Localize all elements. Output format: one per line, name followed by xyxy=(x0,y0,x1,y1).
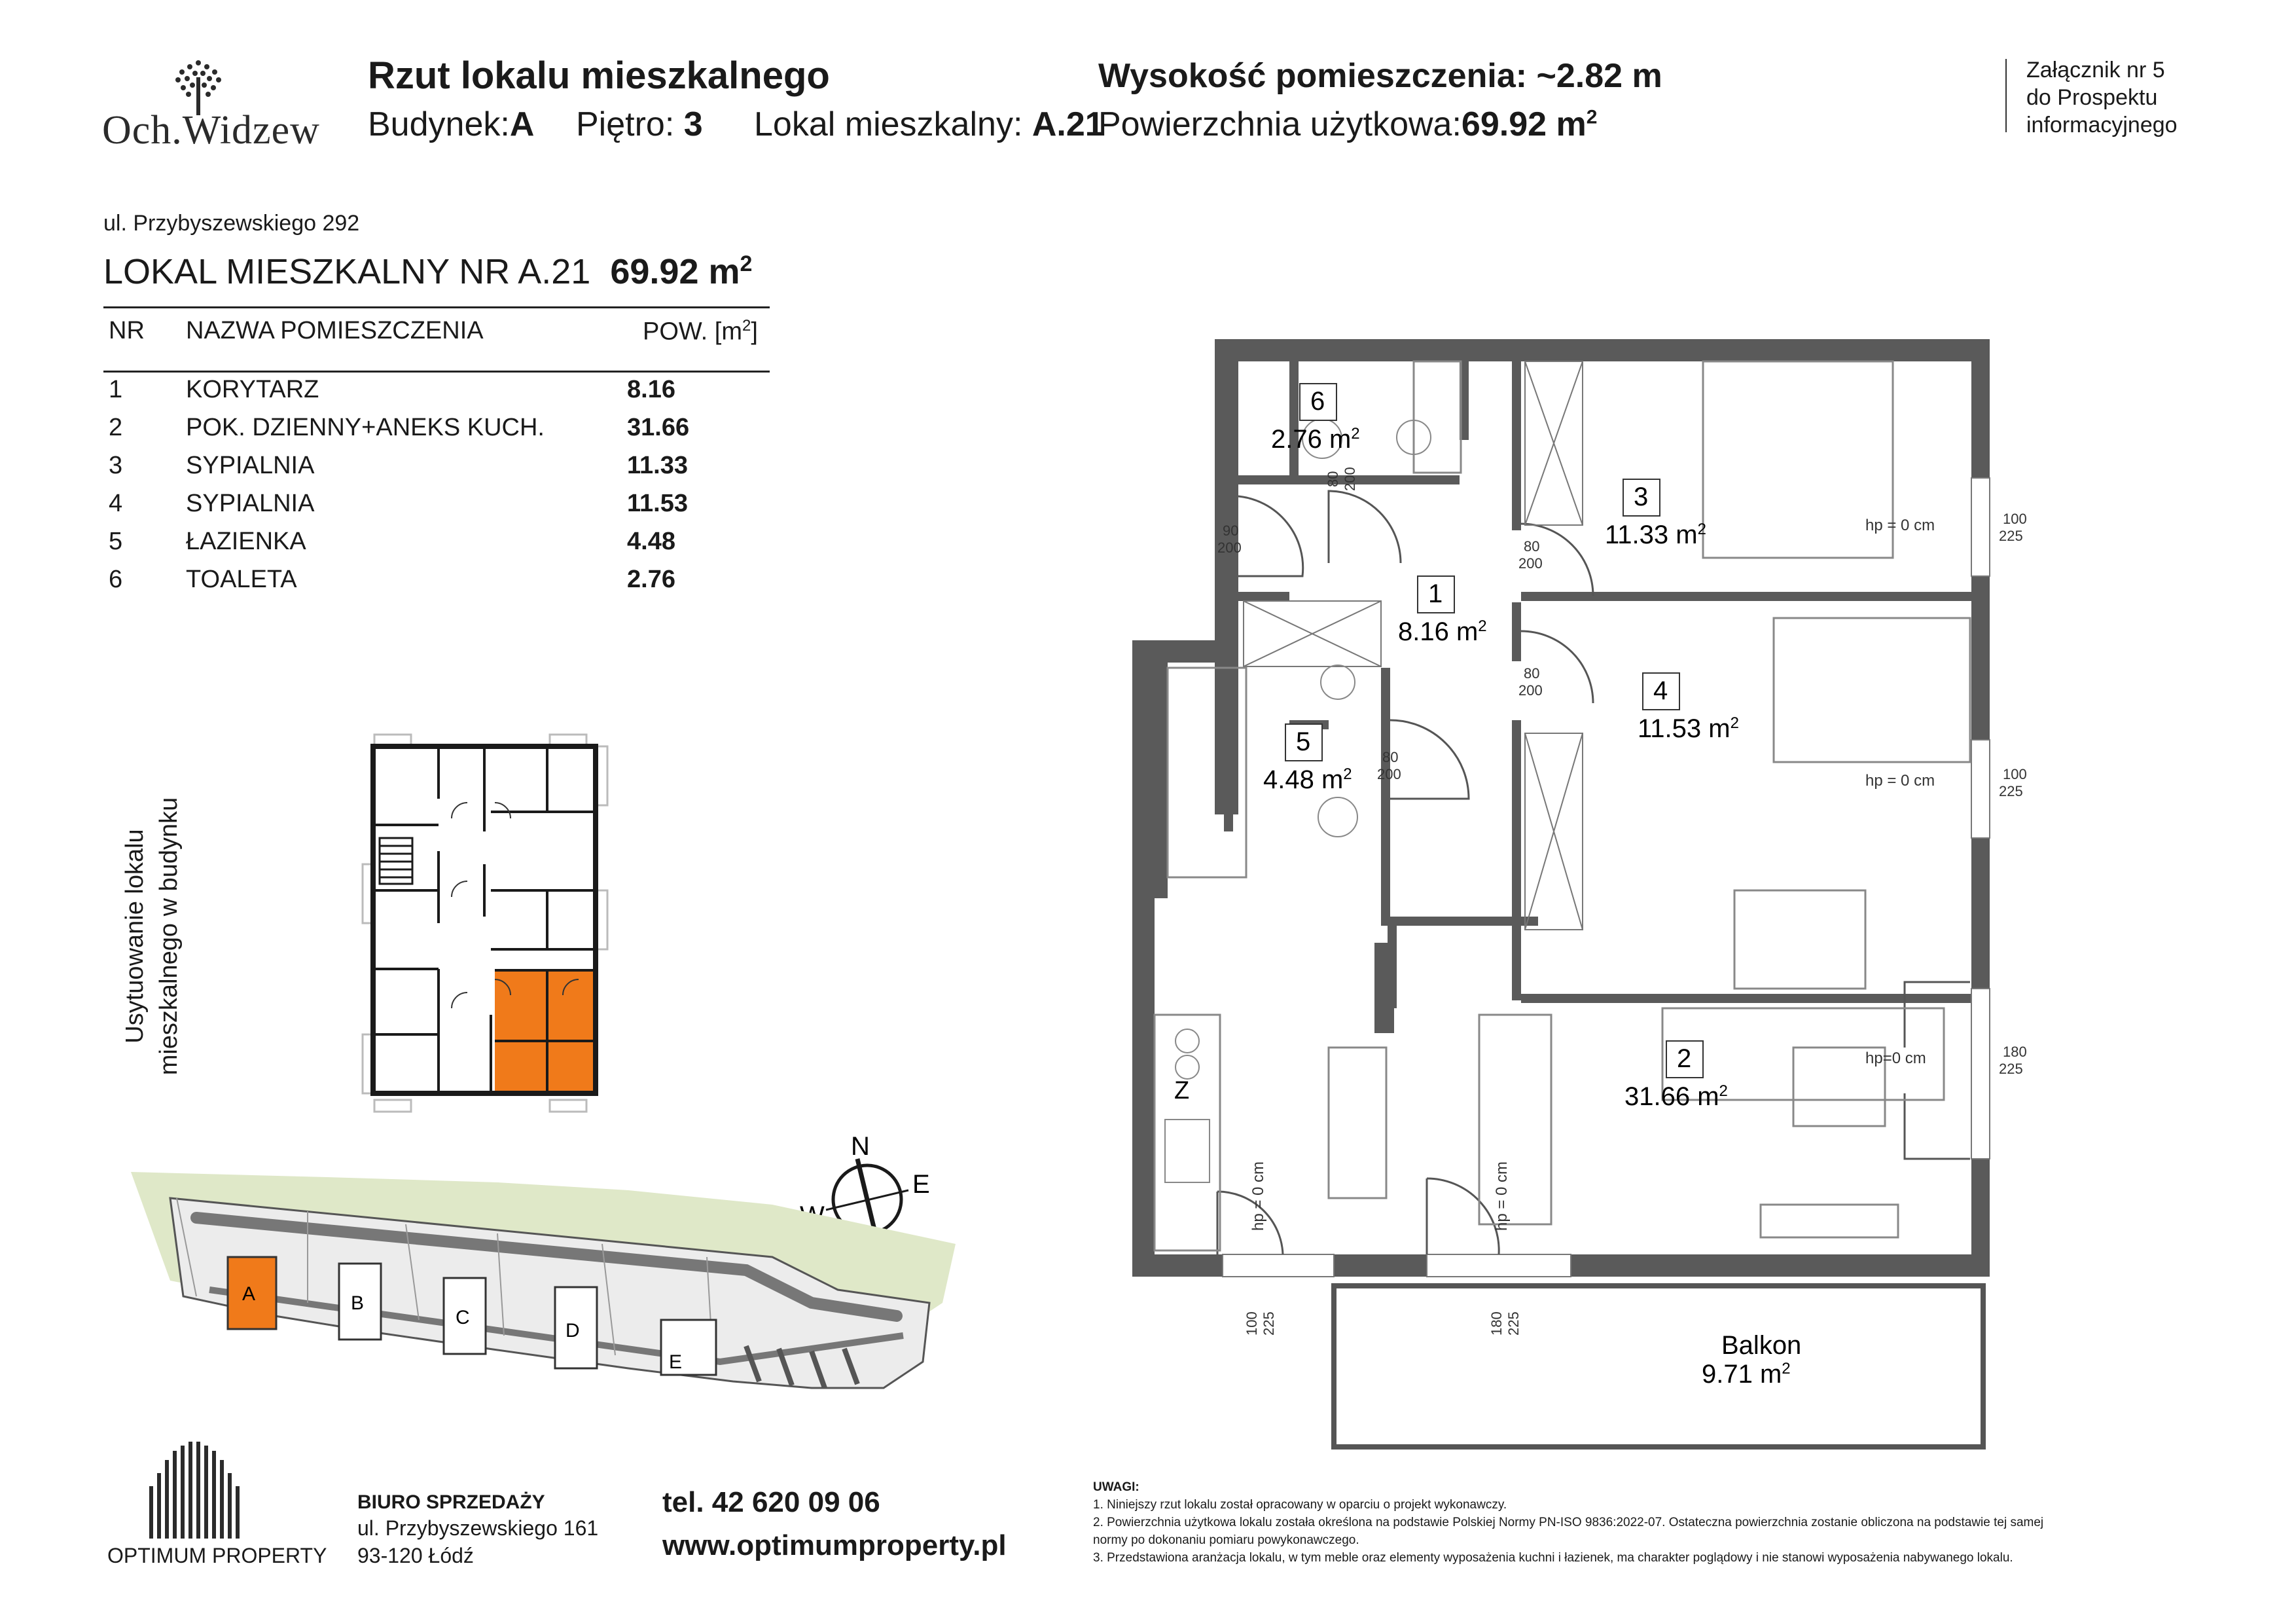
room-label-3 xyxy=(1605,479,1706,549)
svg-text:11.53 m2: 11.53 $m^2$ xyxy=(1638,714,1739,743)
hp-label: hp = 0 cm xyxy=(1493,1161,1511,1231)
stairwell xyxy=(380,838,412,884)
office-title: BIURO SPRZEDAŻY xyxy=(357,1491,545,1513)
compass-e: E xyxy=(912,1170,930,1199)
building-label: Budynek: xyxy=(368,105,510,143)
note-line: 2. Powierzchnia użytkowa lokalu została określona na podstawie Polskiej Normy PN-ISO 9836:2022-07. Ostateczna powierzchnia zostanie obliczona na podstawie tej samej xyxy=(1093,1516,2044,1529)
site-building-c xyxy=(444,1278,486,1354)
hp-label: hp=0 cm xyxy=(1865,1049,1926,1067)
balcony-label xyxy=(1702,1331,1801,1389)
svg-text:225: 225 xyxy=(1999,528,2023,544)
shower-tray xyxy=(1414,361,1461,473)
svg-text:1: 1 xyxy=(1428,579,1443,608)
room-label-6 xyxy=(1271,384,1360,454)
hp-label: hp = 0 cm xyxy=(1865,517,1935,534)
svg-text:200: 200 xyxy=(1518,555,1543,572)
annex-line: informacyjnego xyxy=(2026,113,2178,137)
svg-text:C: C xyxy=(456,1307,470,1328)
apartment-floor-plan xyxy=(1106,327,2027,1473)
svg-text:4.48 m2: 4.48 $m^2$ xyxy=(1263,765,1352,794)
svg-text:80: 80 xyxy=(1524,538,1540,555)
annex-note xyxy=(2026,56,2178,139)
col-name-header: NAZWA POMIESZCZENIA xyxy=(186,317,484,344)
location-caption xyxy=(118,786,196,1087)
svg-text:200: 200 xyxy=(1342,467,1358,491)
dining-table xyxy=(1479,1015,1551,1224)
svg-text:225: 225 xyxy=(1999,1061,2023,1077)
window-bedroom-3 xyxy=(1971,478,1990,576)
site-plan xyxy=(131,1172,982,1427)
website-link[interactable]: www.optimumproperty.pl xyxy=(662,1529,1007,1561)
window-living xyxy=(1971,989,1990,1159)
window-bedroom-4 xyxy=(1971,740,1990,838)
heading-rule xyxy=(103,306,770,308)
tv-cabinet xyxy=(1761,1205,1898,1237)
company-logo xyxy=(98,1440,327,1571)
room-label-1 xyxy=(1398,576,1487,646)
usable-area-unit: m xyxy=(1556,105,1587,143)
phone-link[interactable]: tel. 42 620 09 06 xyxy=(662,1486,880,1518)
unit-label: Lokal mieszkalny: xyxy=(754,105,1023,143)
svg-text:B: B xyxy=(351,1292,365,1314)
svg-text:D: D xyxy=(565,1320,580,1341)
sink-5 xyxy=(1321,665,1355,699)
floor-value: 3 xyxy=(683,105,703,143)
room-label-2 xyxy=(1624,1041,1728,1111)
svg-text:180: 180 xyxy=(2003,1044,2027,1060)
svg-text:200: 200 xyxy=(1518,682,1543,699)
site-building-e xyxy=(661,1320,716,1375)
kitchen-island xyxy=(1329,1048,1386,1198)
hp-label: hp = 0 cm xyxy=(1865,772,1935,790)
col-area-header: POW. $[m^2]$ xyxy=(643,317,758,346)
svg-text:8.16 m2: 8.16 $m^2$ xyxy=(1398,617,1487,646)
svg-text:80: 80 xyxy=(1325,471,1341,487)
notes-title: UWAGI: xyxy=(1093,1480,1139,1494)
room-height: Wysokość pomieszczenia: ~2.82 m xyxy=(1098,57,1662,95)
balcony-outline xyxy=(1334,1286,1983,1447)
note-line: 1. Niniejszy rzut lokalu został opracowany w oparciu o projekt wykonawczy. xyxy=(1093,1498,1507,1512)
svg-text:2: 2 xyxy=(1677,1044,1692,1073)
svg-text:3: 3 xyxy=(1634,483,1649,511)
svg-text:225: 225 xyxy=(1261,1311,1277,1336)
notes xyxy=(1093,1478,2219,1567)
room-label-4 xyxy=(1638,673,1739,743)
unit-info xyxy=(754,105,1104,144)
floor-info xyxy=(576,105,703,144)
note-line: 3. Przedstawiona aranżacja lokalu, w tym meble oraz elementy wyposażenia kuchni i łazienek, ma charakter poglądowy i nie stanowi wyposażenia nabywanego lokalu. xyxy=(1093,1551,2013,1565)
annex-divider xyxy=(2005,59,2007,132)
svg-text:225: 225 xyxy=(1505,1311,1522,1336)
site-building-d xyxy=(555,1287,597,1368)
unit-heading-text: LOKAL MIESZKALNY NR A.21 xyxy=(103,252,591,291)
svg-text:9.71 m2: 9.71 $m^2$ xyxy=(1702,1360,1791,1389)
site-building-a xyxy=(228,1257,276,1329)
office-city: 93-120 Łódź xyxy=(357,1544,474,1567)
window-bottom-mid xyxy=(1427,1254,1571,1277)
unit-heading: LOKAL MIESZKALNY NR A.21 69.92 $m^2$ xyxy=(103,251,753,291)
building-floor-diagram xyxy=(353,733,641,1113)
company-name: OPTIMUM PROPERTY xyxy=(107,1544,327,1567)
fridge-symbol: Z xyxy=(1174,1077,1190,1104)
svg-text:Balkon: Balkon xyxy=(1721,1331,1802,1360)
compass-n: N xyxy=(851,1132,870,1161)
svg-text:225: 225 xyxy=(1999,783,2023,799)
unit-value: A.21 xyxy=(1031,105,1104,143)
location-caption-line: mieszkalnego w budynku xyxy=(155,797,183,1076)
desk-room-4 xyxy=(1734,890,1865,989)
svg-text:100: 100 xyxy=(1244,1311,1260,1336)
logo xyxy=(98,58,334,156)
page-title: Rzut lokalu mieszkalnego xyxy=(368,54,830,97)
annex-line: do Prospektu xyxy=(2026,85,2158,110)
address: ul. Przybyszewskiego 292 xyxy=(103,211,360,236)
toilet-5 xyxy=(1318,797,1357,837)
kitchen-sink xyxy=(1165,1120,1210,1182)
svg-text:4: 4 xyxy=(1653,676,1668,705)
usable-area-label: Powierzchnia użytkowa: xyxy=(1098,105,1462,143)
unit-heading-area: 69.92 m xyxy=(610,252,740,291)
bed-room-3 xyxy=(1703,361,1893,558)
svg-text:11.33 m2: 11.33 $m^2$ xyxy=(1605,520,1706,549)
svg-text:2.76 m2: 2.76 $m^2$ xyxy=(1271,425,1360,454)
bed-room-4 xyxy=(1774,618,1970,762)
col-nr-header: NR xyxy=(109,317,145,344)
svg-text:5: 5 xyxy=(1296,727,1311,756)
svg-text:100: 100 xyxy=(2003,766,2027,782)
usable-area: Powierzchnia użytkowa:69.92 $m^2$ xyxy=(1098,105,1598,143)
building-info xyxy=(368,105,534,144)
svg-text:E: E xyxy=(669,1351,683,1373)
note-line: normy po dokonaniu pomiaru powykonawczego. xyxy=(1093,1533,1359,1547)
office-street: ul. Przybyszewskiego 161 xyxy=(357,1516,599,1540)
svg-text:180: 180 xyxy=(1488,1311,1505,1336)
svg-text:6: 6 xyxy=(1310,387,1325,416)
table-header-rule xyxy=(103,371,770,373)
annex-line: Załącznik nr 5 xyxy=(2026,58,2165,82)
svg-text:200: 200 xyxy=(1217,539,1242,556)
hp-label: hp = 0 cm xyxy=(1249,1161,1267,1231)
logo-text: Och.Widzew xyxy=(102,108,320,153)
usable-area-value: 69.92 xyxy=(1461,105,1547,143)
svg-text:90: 90 xyxy=(1223,522,1239,539)
window-bottom-left xyxy=(1223,1254,1334,1277)
floor-label: Piętro: xyxy=(576,105,675,143)
room-label-5 xyxy=(1263,724,1352,794)
svg-text:100: 100 xyxy=(2003,511,2027,527)
hob xyxy=(1175,1029,1199,1053)
svg-text:A: A xyxy=(242,1283,256,1305)
svg-text:80: 80 xyxy=(1382,749,1399,765)
svg-text:31.66 m2: 31.66 $m^2$ xyxy=(1624,1082,1728,1111)
buildings-icon xyxy=(145,1440,263,1539)
svg-text:80: 80 xyxy=(1524,665,1540,682)
svg-text:200: 200 xyxy=(1377,766,1401,782)
building-value: A xyxy=(509,105,535,143)
location-caption-line: Usytuowanie lokalu xyxy=(121,829,149,1044)
site-building-b xyxy=(339,1264,381,1340)
